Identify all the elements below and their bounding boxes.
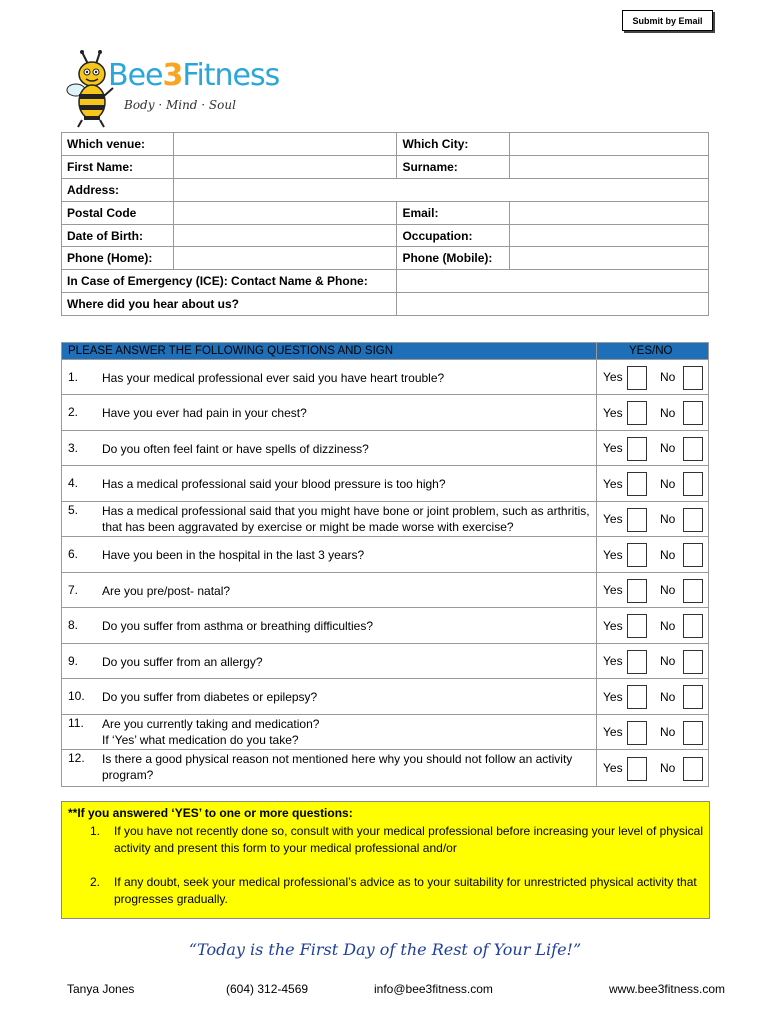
yes-checkbox[interactable] (627, 579, 647, 603)
no-checkbox[interactable] (683, 757, 703, 781)
yes-no-cell (596, 644, 709, 678)
yes-checkbox[interactable] (627, 757, 647, 781)
notice-item-number: 1. (90, 824, 101, 838)
yes-no-cell (596, 431, 709, 465)
which-city-label: Which City: (397, 133, 510, 156)
question-number: 6. (68, 547, 79, 561)
no-label: No (660, 441, 676, 455)
no-checkbox[interactable] (683, 366, 703, 390)
yes-checkbox[interactable] (627, 685, 647, 709)
dob-label: Date of Birth: (62, 224, 174, 247)
yes-label: Yes (603, 512, 623, 526)
no-label: No (660, 690, 676, 704)
yes-no-cell (596, 608, 709, 643)
postal-code-field[interactable] (173, 201, 397, 224)
notice-heading: **If you answered ‘YES’ to one or more questions: (68, 806, 353, 820)
no-label: No (660, 761, 676, 775)
question-number: 7. (68, 583, 79, 597)
question-text: Do you suffer from diabetes or epilepsy? (102, 690, 318, 704)
yes-label: Yes (603, 583, 623, 597)
question-number: 9. (68, 654, 79, 668)
yes-label: Yes (603, 441, 623, 455)
question-row (62, 466, 708, 502)
yes-checkbox[interactable] (627, 650, 647, 674)
yes-no-cell (596, 573, 709, 607)
yes-no-cell (596, 502, 709, 536)
yes-answer-notice (61, 801, 710, 919)
no-checkbox[interactable] (683, 614, 703, 638)
yes-no-cell (596, 360, 709, 394)
footer-email[interactable]: info@bee3fitness.com (374, 982, 493, 996)
ice-label: In Case of Emergency (ICE): Contact Name & Phone: (62, 270, 397, 293)
no-checkbox[interactable] (683, 579, 703, 603)
question-row (62, 502, 708, 537)
footer-name: Tanya Jones (67, 982, 135, 996)
yes-checkbox[interactable] (627, 472, 647, 496)
question-row (62, 679, 708, 715)
hear-about-label: Where did you hear about us? (62, 293, 397, 316)
yes-no-cell (596, 395, 709, 430)
no-checkbox[interactable] (683, 721, 703, 745)
no-label: No (660, 619, 676, 633)
submit-by-email-button[interactable]: Submit by Email (622, 10, 713, 31)
which-city-field[interactable] (510, 133, 709, 156)
question-row (62, 431, 708, 466)
question-number: 4. (68, 476, 79, 490)
yes-label: Yes (603, 406, 623, 420)
email-field[interactable] (510, 201, 709, 224)
question-number: 11. (68, 716, 84, 730)
question-text: Has your medical professional ever said you have heart trouble? (102, 371, 445, 385)
yes-checkbox[interactable] (627, 437, 647, 461)
email-label: Email: (397, 201, 510, 224)
question-text: Do you suffer from asthma or breathing difficulties? (102, 619, 374, 633)
first-name-label: First Name: (62, 155, 174, 178)
ice-field[interactable] (397, 270, 709, 293)
questions-header-yes-no: YES/NO (629, 345, 673, 357)
dob-field[interactable] (173, 224, 397, 247)
no-label: No (660, 725, 676, 739)
yes-label: Yes (603, 761, 623, 775)
question-number: 5. (68, 503, 79, 517)
question-number: 8. (68, 618, 79, 632)
yes-checkbox[interactable] (627, 721, 647, 745)
yes-no-cell (596, 466, 709, 501)
hear-about-field[interactable] (397, 293, 709, 316)
brand-name-fitness: Fitness (182, 58, 280, 93)
question-row (62, 360, 708, 395)
no-label: No (660, 548, 676, 562)
question-row (62, 608, 708, 644)
occupation-label: Occupation: (397, 224, 510, 247)
yes-no-cell (596, 750, 709, 787)
yes-checkbox[interactable] (627, 401, 647, 425)
question-text: Have you ever had pain in your chest? (102, 406, 307, 420)
no-checkbox[interactable] (683, 685, 703, 709)
address-label: Address: (62, 178, 174, 201)
yes-checkbox[interactable] (627, 543, 647, 567)
footer-website[interactable]: www.bee3fitness.com (609, 982, 726, 996)
question-row (62, 750, 708, 787)
yes-no-cell (596, 715, 709, 749)
question-number: 12. (68, 751, 85, 765)
yes-checkbox[interactable] (627, 614, 647, 638)
no-checkbox[interactable] (683, 543, 703, 567)
brand-name-bee: Bee (108, 58, 163, 93)
phone-mobile-label: Phone (Mobile): (397, 247, 510, 270)
question-text: Are you currently taking and medication? (102, 717, 320, 731)
which-venue-field[interactable] (173, 133, 397, 156)
notice-item-text: If you have not recently done so, consult with your medical professional before increasing your level of physical activity and present this form to your medical professional and/or (114, 824, 703, 855)
question-row (62, 537, 708, 573)
questions-list (61, 360, 709, 787)
no-checkbox[interactable] (683, 437, 703, 461)
question-row (62, 573, 708, 608)
phone-home-field[interactable] (173, 247, 397, 270)
no-label: No (660, 477, 676, 491)
question-number: 10. (68, 689, 85, 703)
which-venue-label: Which venue: (62, 133, 174, 156)
question-text: Are you pre/post- natal? (102, 584, 231, 598)
motivational-quote: “Today is the First Day of the Rest of Your Life!” (188, 940, 582, 959)
notice-item (90, 823, 703, 859)
no-checkbox[interactable] (683, 401, 703, 425)
notice-item-text: If any doubt, seek your medical professional’s advice as to your suitability for unrestricted physical activity that progresses gradually. (114, 875, 697, 906)
occupation-field[interactable] (510, 224, 709, 247)
question-text: Have you been in the hospital in the last 3 years? (102, 548, 365, 562)
question-row (62, 644, 708, 679)
yes-label: Yes (603, 654, 623, 668)
no-label: No (660, 583, 676, 597)
yes-checkbox[interactable] (627, 508, 647, 532)
no-label: No (660, 406, 676, 420)
question-text: Is there a good physical reason not mentioned here why you should not follow an activity program? (102, 752, 573, 782)
questions-header (61, 342, 709, 360)
question-row (62, 715, 708, 750)
yes-checkbox[interactable] (627, 366, 647, 390)
yes-label: Yes (603, 690, 623, 704)
notice-item-number: 2. (90, 875, 101, 889)
first-name-field[interactable] (173, 155, 397, 178)
brand-name-number: 3 (162, 58, 183, 93)
yes-label: Yes (603, 725, 623, 739)
address-field[interactable] (173, 178, 708, 201)
question-text: Do you often feel faint or have spells of dizziness? (102, 442, 369, 456)
yes-no-cell (596, 679, 709, 714)
question-number: 3. (68, 441, 79, 455)
surname-label: Surname: (397, 155, 510, 178)
question-text: Has a medical professional said that you might have bone or joint problem, such as arthritis, that has been aggravated by exercise or might be made worse with exercise? (102, 504, 590, 534)
question-number: 1. (68, 370, 79, 384)
phone-mobile-field[interactable] (510, 247, 709, 270)
footer-phone: (604) 312-4569 (226, 982, 309, 996)
notice-item (90, 874, 697, 910)
no-checkbox[interactable] (683, 508, 703, 532)
yes-label: Yes (603, 477, 623, 491)
questions-header-title: PLEASE ANSWER THE FOLLOWING QUESTIONS AND SIGN (68, 345, 394, 357)
yes-label: Yes (603, 548, 623, 562)
yes-label: Yes (603, 370, 623, 384)
question-row (62, 395, 708, 431)
surname-field[interactable] (510, 155, 709, 178)
phone-home-label: Phone (Home): (62, 247, 174, 270)
yes-label: Yes (603, 619, 623, 633)
yes-no-cell (596, 537, 709, 572)
question-text: Do you suffer from an allergy? (102, 655, 263, 669)
no-checkbox[interactable] (683, 472, 703, 496)
no-label: No (660, 370, 676, 384)
no-label: No (660, 654, 676, 668)
no-checkbox[interactable] (683, 650, 703, 674)
question-number: 2. (68, 405, 79, 419)
registration-info-table (61, 132, 709, 316)
postal-code-label: Postal Code (62, 201, 174, 224)
brand-tagline: Body · Mind · Soul (124, 98, 236, 112)
question-subtext: If ‘Yes’ what medication do you take? (102, 733, 299, 747)
bee3-fitness-logo (66, 50, 286, 128)
question-text: Has a medical professional said your blood pressure is too high? (102, 477, 446, 491)
no-label: No (660, 512, 676, 526)
